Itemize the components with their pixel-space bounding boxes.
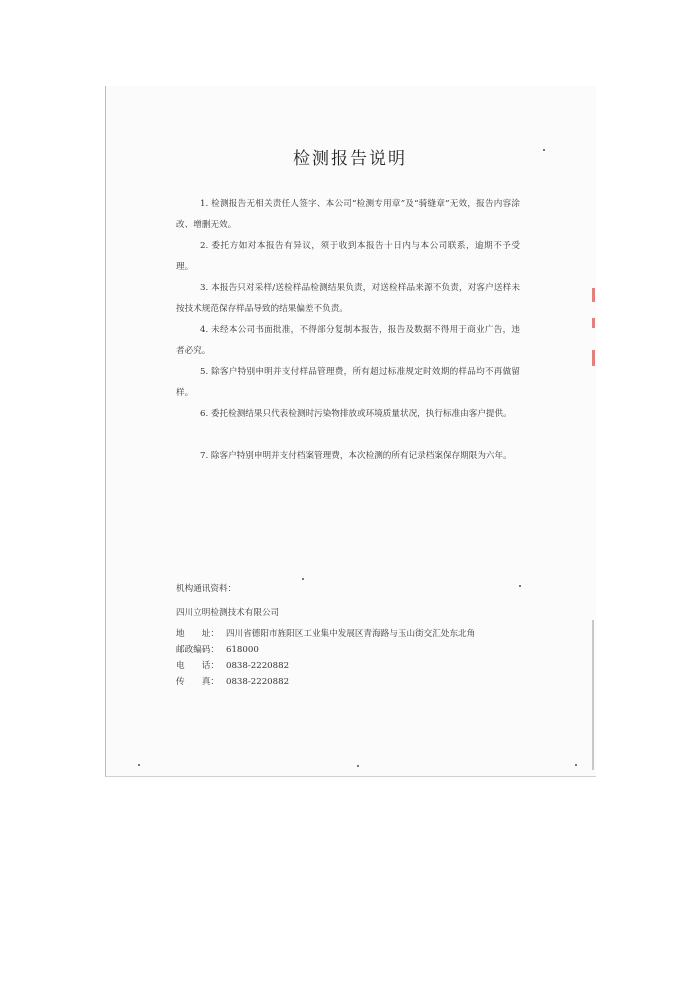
fax-label: 传 真： <box>176 677 219 687</box>
scan-speck <box>543 149 545 151</box>
clause-item: 5. 除客户特别申明并支付样品管理费，所有超过标准规定时效期的样品均不再做留样。 <box>176 367 520 398</box>
clause-item: 2. 委托方如对本报告有异议，须于收到本报告十日内与本公司联系，逾期不予受理。 <box>176 241 520 272</box>
address-value: 四川省德阳市旌阳区工业集中发展区青海路与玉山街交汇处东北角 <box>226 629 476 639</box>
scanned-page <box>105 86 596 777</box>
clause-item: 4. 未经本公司书面批准，不得部分复制本报告，报告及数据不得用于商业广告，违者必究。 <box>176 325 520 356</box>
address-line <box>176 627 475 639</box>
clause-item: 6. 委托检测结果只代表检测时污染物排放或环境质量状况，执行标准由客户提供。 <box>200 409 512 419</box>
scan-speck <box>357 765 359 767</box>
scan-speck <box>138 764 140 766</box>
scan-speck <box>519 585 521 587</box>
phone-label: 电 话： <box>176 661 219 671</box>
scan-speck <box>575 764 577 766</box>
seal-edge-mark <box>592 350 595 366</box>
company-name: 四川立明检测技术有限公司 <box>176 608 280 618</box>
fax-value: 0838-2220882 <box>226 677 290 687</box>
clause-item: 3. 本报告只对采样/送检样品检测结果负责，对送检样品来源不负责，对客户送样未按技术规范保存样品导致的结果偏差不负责。 <box>176 283 520 314</box>
address-label: 地 址： <box>176 629 219 639</box>
page-title: 检测报告说明 <box>293 149 407 169</box>
postcode-value: 618000 <box>226 645 259 655</box>
postcode-label: 邮政编码： <box>176 645 219 655</box>
contact-heading: 机构通讯资料： <box>176 584 237 594</box>
scan-edge <box>592 620 594 770</box>
phone-line <box>176 659 289 671</box>
clause-item: 1. 检测报告无相关责任人签字、本公司“检测专用章”及“骑缝章”无效，报告内容涂改、增删无效。 <box>176 199 520 230</box>
postcode-line <box>176 643 259 655</box>
seal-edge-mark <box>592 288 595 302</box>
phone-value: 0838-2220882 <box>226 661 290 671</box>
seal-edge-mark <box>592 318 595 328</box>
fax-line <box>176 675 289 687</box>
clause-item: 7. 除客户特别申明并支付档案管理费，本次检测的所有记录档案保存期限为六年。 <box>200 451 512 461</box>
scan-speck <box>302 578 304 580</box>
